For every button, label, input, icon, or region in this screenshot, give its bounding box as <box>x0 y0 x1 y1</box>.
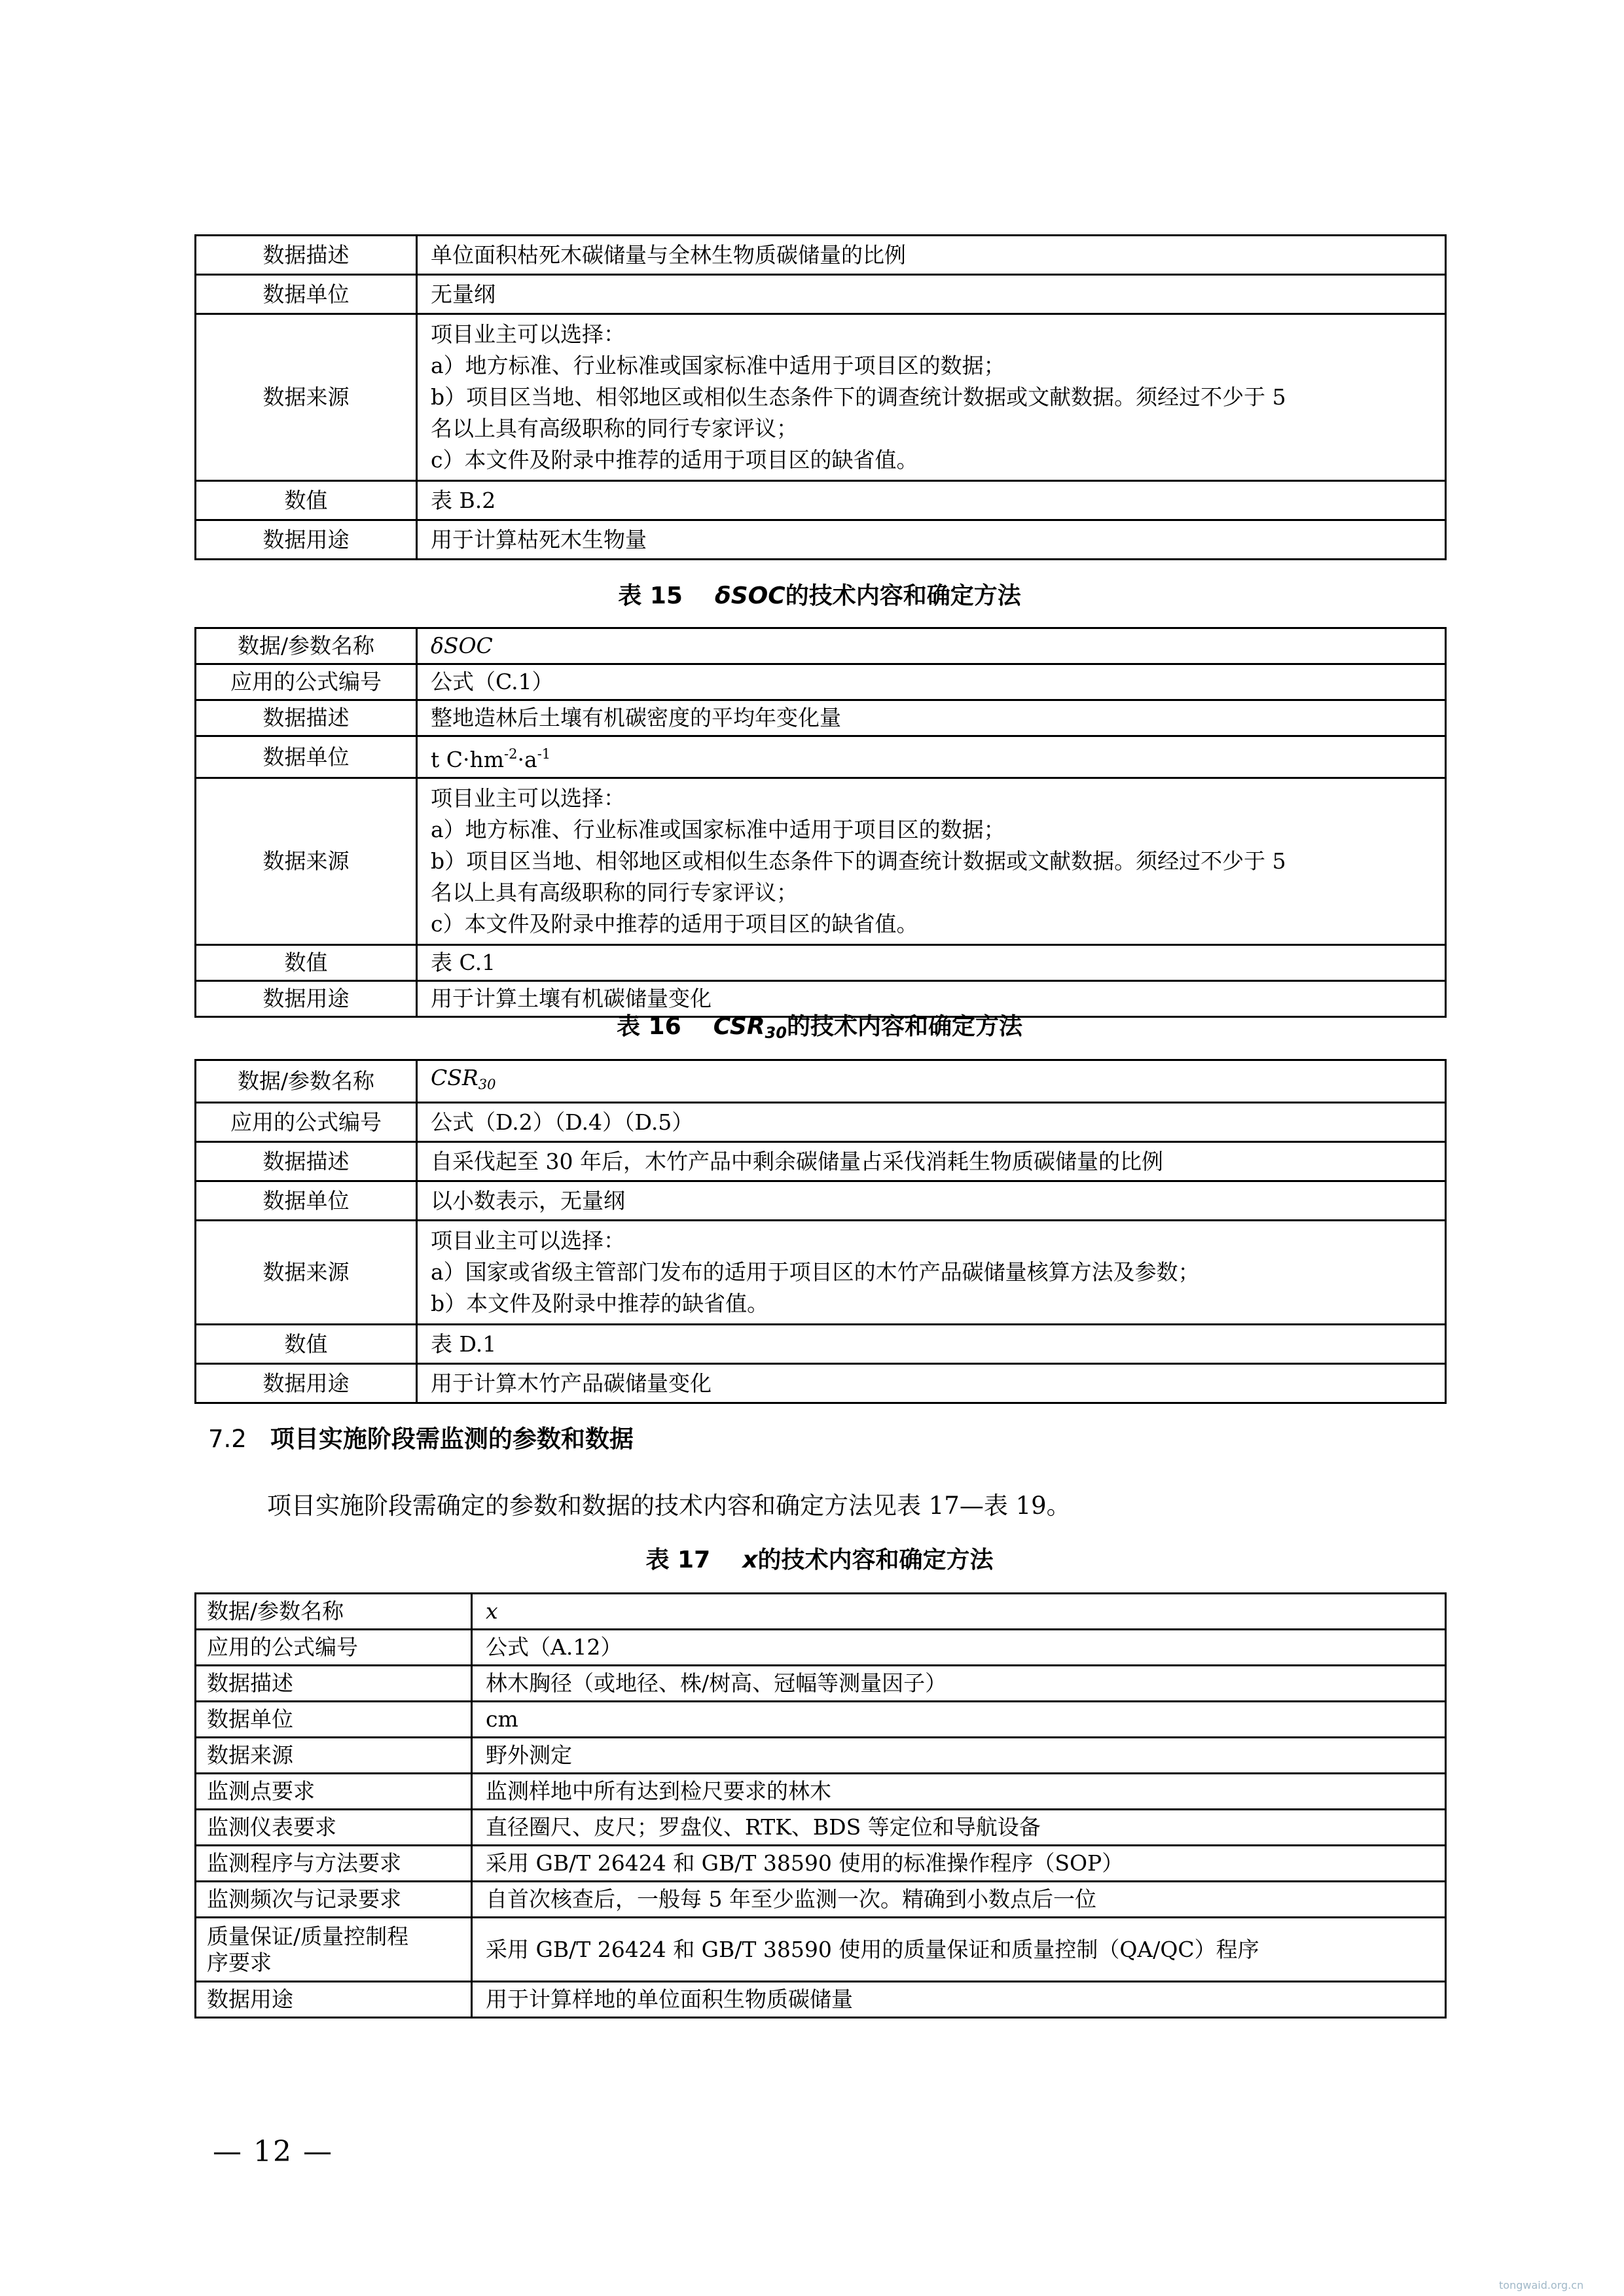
table-row <box>196 1774 1446 1810</box>
row-key <box>196 1918 472 1982</box>
row-key: 监测程序与方法要求 <box>196 1846 472 1882</box>
table-15 <box>194 627 1447 1018</box>
row-key: 数据来源 <box>196 314 417 481</box>
row-value <box>417 1060 1446 1103</box>
table-14-tail <box>194 234 1447 560</box>
row-value: δSOC <box>417 628 1446 664</box>
caption-suffix: 的技术内容和确定方法 <box>757 1547 994 1573</box>
row-value: 公式（A.12） <box>472 1630 1446 1666</box>
table-row <box>196 481 1446 520</box>
table-row <box>196 1882 1446 1918</box>
table-row <box>196 1594 1446 1630</box>
caption-suffix: 的技术内容和确定方法 <box>785 583 1021 609</box>
row-value: 自首次核查后，一般每 5 年至少监测一次。精确到小数点后一位 <box>472 1882 1446 1918</box>
table-row <box>196 1325 1446 1364</box>
row-key: 应用的公式编号 <box>196 664 417 700</box>
row-value: 整地造林后土壤有机碳密度的平均年变化量 <box>417 700 1446 736</box>
value-line: a）国家或省级主管部门发布的适用于项目区的木竹产品碳储量核算方法及参数； <box>431 1259 1200 1285</box>
symbol-subscript: 30 <box>478 1077 496 1092</box>
caption-subscript: 30 <box>765 1024 787 1042</box>
table-row <box>196 664 1446 700</box>
row-value: 用于计算样地的单位面积生物质碳储量 <box>472 1982 1446 2018</box>
row-key: 数据来源 <box>196 1738 472 1774</box>
row-key: 监测频次与记录要求 <box>196 1882 472 1918</box>
row-value: 表 B.2 <box>417 481 1446 520</box>
row-key: 数据用途 <box>196 1364 417 1403</box>
row-value: x <box>472 1594 1446 1630</box>
row-value <box>417 736 1446 778</box>
row-key: 数据/参数名称 <box>196 1060 417 1103</box>
value-line: 项目业主可以选择： <box>431 321 625 347</box>
row-key: 数据描述 <box>196 700 417 736</box>
table-row <box>196 736 1446 778</box>
table-row <box>196 1060 1446 1103</box>
row-value <box>417 314 1446 481</box>
table-row <box>196 1666 1446 1702</box>
caption-suffix: 的技术内容和确定方法 <box>786 1013 1022 1040</box>
table-row <box>196 1181 1446 1221</box>
table-16 <box>194 1059 1447 1404</box>
unit-mid: ·a <box>517 747 537 772</box>
unit-exponent: -1 <box>537 746 551 762</box>
row-value: 直径圈尺、皮尺；罗盘仪、RTK、BDS 等定位和导航设备 <box>472 1810 1446 1846</box>
value-line: a）地方标准、行业标准或国家标准中适用于项目区的数据； <box>431 817 1005 842</box>
caption-prefix: 表 15 <box>618 583 683 609</box>
row-value: 无量纲 <box>417 275 1446 314</box>
value-line: 名以上具有高级职称的同行专家评议； <box>431 416 798 441</box>
row-value: 林木胸径（或地径、株/树高、冠幅等测量因子） <box>472 1666 1446 1702</box>
table-row <box>196 1738 1446 1774</box>
row-key: 数据单位 <box>196 275 417 314</box>
row-key: 数据描述 <box>196 1142 417 1181</box>
row-value: cm <box>472 1702 1446 1738</box>
table-row <box>196 236 1446 275</box>
row-value: 表 D.1 <box>417 1325 1446 1364</box>
row-key: 数据单位 <box>196 1181 417 1221</box>
value-line: b）项目区当地、相邻地区或相似生态条件下的调查统计数据或文献数据。须经过不少于 5 <box>431 384 1286 410</box>
caption-symbol: x <box>742 1547 758 1573</box>
row-key: 数据用途 <box>196 981 417 1017</box>
row-value: 公式（D.2）（D.4）（D.5） <box>417 1103 1446 1142</box>
row-key: 数据来源 <box>196 1221 417 1325</box>
row-key: 数据描述 <box>196 236 417 275</box>
table-row <box>196 1918 1446 1982</box>
section-number: 7.2 <box>208 1425 247 1453</box>
watermark: tongwaid.org.cn <box>1499 2279 1584 2291</box>
value-line: c）本文件及附录中推荐的适用于项目区的缺省值。 <box>431 911 918 937</box>
row-key: 数据单位 <box>196 736 417 778</box>
body-paragraph: 项目实施阶段需确定的参数和数据的技术内容和确定方法见表 17—表 19。 <box>267 1492 1071 1520</box>
table-17 <box>194 1592 1447 2018</box>
table-row <box>196 1630 1446 1666</box>
row-value: 公式（C.1） <box>417 664 1446 700</box>
table-row <box>196 1810 1446 1846</box>
table-row <box>196 1846 1446 1882</box>
row-key: 数值 <box>196 481 417 520</box>
table-row <box>196 1103 1446 1142</box>
row-key: 监测点要求 <box>196 1774 472 1810</box>
row-key: 数据用途 <box>196 1982 472 2018</box>
row-value: 单位面积枯死木碳储量与全林生物质碳储量的比例 <box>417 236 1446 275</box>
section-title: 项目实施阶段需监测的参数和数据 <box>270 1425 634 1453</box>
row-value: 采用 GB/T 26424 和 GB/T 38590 使用的质量保证和质量控制（QA/QC）程序 <box>472 1918 1446 1982</box>
row-value: 用于计算枯死木生物量 <box>417 520 1446 560</box>
caption-symbol: CSR <box>713 1013 765 1040</box>
table-row <box>196 1142 1446 1181</box>
table-row <box>196 1221 1446 1325</box>
value-line: 名以上具有高级职称的同行专家评议； <box>431 880 798 905</box>
table-17-caption <box>194 1541 1445 1575</box>
value-line: b）本文件及附录中推荐的缺省值。 <box>431 1291 769 1316</box>
table-15-caption <box>194 577 1445 611</box>
value-line: 项目业主可以选择： <box>431 1228 625 1253</box>
row-value: 用于计算木竹产品碳储量变化 <box>417 1364 1446 1403</box>
page-number: — 12 — <box>213 2135 333 2168</box>
row-key: 数据来源 <box>196 778 417 945</box>
value-line: a）地方标准、行业标准或国家标准中适用于项目区的数据； <box>431 353 1005 378</box>
row-value <box>417 778 1446 945</box>
row-key: 数值 <box>196 1325 417 1364</box>
row-value: 表 C.1 <box>417 945 1446 981</box>
row-key: 数据/参数名称 <box>196 628 417 664</box>
caption-prefix: 表 16 <box>617 1013 681 1040</box>
row-value: 采用 GB/T 26424 和 GB/T 38590 使用的标准操作程序（SOP） <box>472 1846 1446 1882</box>
table-row <box>196 520 1446 560</box>
row-value: 野外测定 <box>472 1738 1446 1774</box>
table-row <box>196 778 1446 945</box>
row-value: 用于计算土壤有机碳储量变化 <box>417 981 1446 1017</box>
value-line: b）项目区当地、相邻地区或相似生态条件下的调查统计数据或文献数据。须经过不少于 5 <box>431 848 1286 874</box>
value-line: 项目业主可以选择： <box>431 785 625 811</box>
key-line: 质量保证/质量控制程 <box>207 1923 409 1949</box>
symbol: CSR <box>431 1065 478 1090</box>
table-row <box>196 1702 1446 1738</box>
section-heading <box>208 1419 634 1454</box>
value-line: c）本文件及附录中推荐的适用于项目区的缺省值。 <box>431 447 918 473</box>
row-key: 数据用途 <box>196 520 417 560</box>
row-value: 以小数表示，无量纲 <box>417 1181 1446 1221</box>
row-value <box>417 1221 1446 1325</box>
caption-symbol: δSOC <box>715 583 785 609</box>
row-key: 数值 <box>196 945 417 981</box>
table-row <box>196 275 1446 314</box>
table-row <box>196 1982 1446 2018</box>
table-16-caption <box>194 1008 1445 1042</box>
row-value: 自采伐起至 30 年后，木竹产品中剩余碳储量占采伐消耗生物质碳储量的比例 <box>417 1142 1446 1181</box>
table-row <box>196 700 1446 736</box>
row-key: 数据/参数名称 <box>196 1594 472 1630</box>
row-key: 监测仪表要求 <box>196 1810 472 1846</box>
table-row <box>196 314 1446 481</box>
row-key: 应用的公式编号 <box>196 1630 472 1666</box>
key-line: 序要求 <box>207 1949 272 1975</box>
table-row <box>196 1364 1446 1403</box>
row-key: 数据单位 <box>196 1702 472 1738</box>
table-row <box>196 628 1446 664</box>
unit-base: t C·hm <box>431 747 505 772</box>
caption-prefix: 表 17 <box>645 1547 711 1573</box>
row-value: 监测样地中所有达到检尺要求的林木 <box>472 1774 1446 1810</box>
table-row <box>196 945 1446 981</box>
unit-exponent: -2 <box>504 746 518 762</box>
row-key: 应用的公式编号 <box>196 1103 417 1142</box>
row-key: 数据描述 <box>196 1666 472 1702</box>
